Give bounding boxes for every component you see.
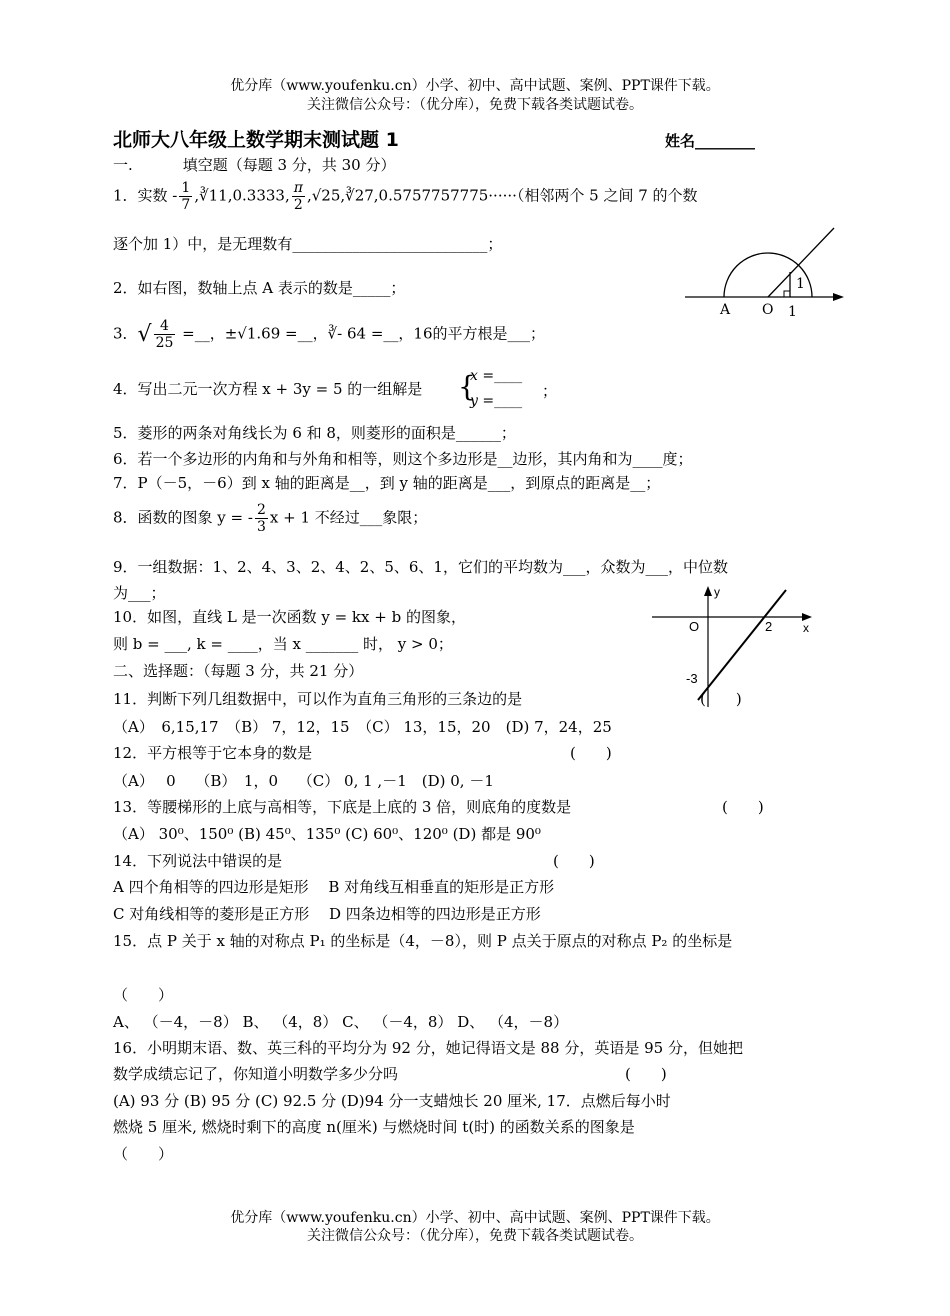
question-7: 7．P（－5，－6）到 x 轴的距离是__，到 y 轴的距离是___，到原点的距离是__；	[113, 474, 661, 492]
q1-middle: ,∛11,0.3333,	[194, 186, 290, 205]
q1-tail: ,√25,∛27,0.5757757775······（相邻两个 5 之间 7 的个数	[306, 186, 698, 205]
question-3: 3．√ $\frac{4}{25}$ =__，±√1.69 =__，∛- 64 =__，16的平方根是___；	[113, 318, 546, 351]
question-8: 8．函数的图象 y = - $\frac{2}{3}$ x + 1 不经过___象限；	[113, 502, 428, 535]
q3-fraction: $\frac{4}{25}$	[155, 318, 174, 351]
label-2: 2	[765, 619, 773, 634]
question-13: 13．等腰梯形的上底与高相等，下底是上底的 3 倍，则底角的度数是	[113, 798, 572, 816]
q14-answer-paren[interactable]: ( )	[553, 852, 595, 870]
label-x: x	[803, 621, 809, 635]
q13-answer-paren[interactable]: ( )	[722, 798, 764, 816]
question-9-line-1: 9．一组数据：1、2、4、3、2、4、2、5、6、1，它们的平均数为___，众数为___，中位数	[113, 558, 728, 576]
number-line-arrow	[833, 293, 844, 301]
name-field[interactable]: 姓名________	[665, 132, 756, 150]
q1-fraction-1: $\frac{1}{7}$	[181, 180, 191, 213]
question-16-line-2: 数学成绩忘记了，你知道小明数学多少分吗	[113, 1065, 399, 1083]
q15-options: A、 （－4，－8） B、 （4，8） C、 （－4，8） D、 （4，－8）	[113, 1013, 569, 1031]
section-1-title: 填空题（每题 3 分，共 30 分）	[182, 156, 396, 174]
q12-options: （A） 0 （B） 1，0 （C） 0, 1 ,－1 (D) 0, －1	[113, 772, 494, 790]
q14-option-c-d: C 对角线相等的菱形是正方形 D 四条边相等的四边形是正方形	[113, 905, 541, 923]
question-15: 15．点 P 关于 x 轴的对称点 P₁ 的坐标是（4，－8），则 P 点关于原点的对称点 P₂ 的坐标是	[113, 932, 733, 950]
question-9-line-2: 为___；	[113, 584, 166, 602]
label-o: O	[762, 302, 774, 318]
line-l	[698, 590, 786, 700]
q1-prefix: 1．实数 -	[113, 186, 178, 205]
q4-y-line: y =____	[470, 393, 523, 409]
header-line-2: 关注微信公众号：（优分库），免费下载各类试题试卷。	[307, 97, 643, 113]
question-2: 2．如右图，数轴上点 A 表示的数是_____；	[113, 279, 406, 297]
number-line-figure	[680, 222, 850, 322]
question-17-line: 燃烧 5 厘米, 燃烧时剩下的高度 n(厘米) 与燃烧时间 t(时) 的函数关系的图象是	[113, 1118, 635, 1136]
question-1	[113, 180, 698, 213]
footer-line-1: 优分库（www.youfenku.cn）小学、初中、高中试题、案例、PPT课件下载。	[230, 1210, 720, 1226]
header-line-1: 优分库（www.youfenku.cn）小学、初中、高中试题、案例、PPT课件下载。	[230, 78, 720, 94]
q11-options: （A） 6,15,17 （B） 7，12，15 （C） 13，15，20 (D) 7，24，25	[113, 718, 612, 736]
brace: {	[458, 370, 476, 403]
question-1-line-2: 逐个加 1）中，是无理数有__________________________；	[113, 235, 503, 253]
question-6: 6．若一个多边形的内角和与外角和相等，则这个多边形是__边形，其内角和为____度；	[113, 450, 693, 468]
section-1-number: 一.	[113, 156, 133, 174]
label-y: y	[714, 585, 720, 599]
label-a: A	[720, 302, 731, 318]
footer-line-2: 关注微信公众号：（优分库），免费下载各类试题试卷。	[307, 1228, 643, 1244]
q12-answer-paren[interactable]: ( )	[570, 744, 612, 762]
question-4: 4．写出二元一次方程 x + 3y = 5 的一组解是	[113, 380, 423, 398]
right-angle-mark	[784, 291, 790, 297]
label-1-side: 1	[796, 276, 805, 292]
section-1-heading	[113, 154, 396, 175]
question-16-line-3: (A) 93 分 (B) 95 分 (C) 92.5 分 (D)94 分一支蜡烛长 20 厘米, 17．点燃后每小时	[113, 1092, 671, 1110]
q4-end: ；	[542, 382, 558, 400]
label-origin: O	[689, 619, 700, 634]
section-2-heading: 二、选择题：（每题 3 分，共 21 分）	[113, 662, 364, 680]
q11-answer-paren[interactable]: ( )	[700, 690, 742, 708]
exam-title: 北师大八年级上数学期末测试题 1	[113, 129, 399, 151]
question-12: 12．平方根等于它本身的数是	[113, 744, 313, 762]
label-neg3: -3	[686, 671, 698, 686]
q15-answer-paren[interactable]: （ ）	[113, 986, 174, 1004]
q16-answer-paren[interactable]: ( )	[625, 1065, 667, 1083]
question-10-line-1: 10．如图，直线 L 是一次函数 y = kx + b 的图象，	[113, 608, 466, 626]
y-axis-arrow	[704, 586, 712, 596]
q1-fraction-2: $\frac{\pi}{2}$	[293, 180, 303, 213]
q3-rest: =__，±√1.69 =__，∛- 64 =__，16的平方根是___；	[177, 324, 546, 343]
q8-fraction: $\frac{2}{3}$	[256, 502, 266, 535]
question-10-line-2: 则 b = ___, k = ____，当 x _______ 时， y > 0；	[113, 635, 453, 653]
q4-x-line: x =____	[470, 368, 523, 384]
q14-option-a-b: A 四个角相等的四边形是矩形 B 对角线互相垂直的矩形是正方形	[113, 878, 555, 896]
question-5: 5．菱形的两条对角线长为 6 和 8，则菱形的面积是______；	[113, 424, 516, 442]
q13-options: （A） 30⁰、150⁰ (B) 45⁰、135⁰ (C) 60⁰、120⁰ (D) 都是 90⁰	[113, 825, 541, 843]
question-16-line-1: 16．小明期末语、数、英三科的平均分为 92 分，她记得语文是 88 分，英语是 95 分，但她把	[113, 1039, 743, 1057]
label-1-bottom: 1	[788, 304, 797, 320]
question-11: 11．判断下列几组数据中，可以作为直角三角形的三条边的是	[113, 690, 523, 708]
x-axis-arrow	[802, 613, 812, 621]
question-14: 14．下列说法中错误的是	[113, 852, 283, 870]
question-17-answer-paren[interactable]: （ ）	[113, 1145, 174, 1163]
